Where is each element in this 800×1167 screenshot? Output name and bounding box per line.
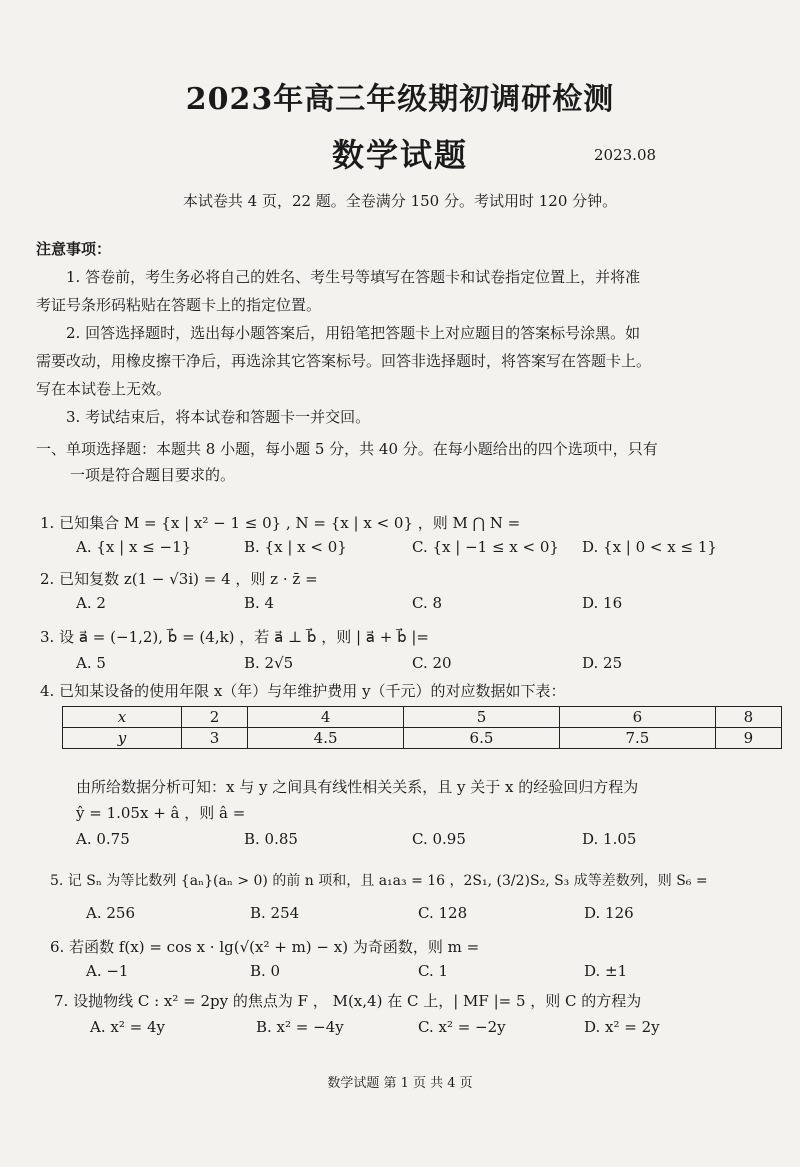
table-cell: 7.5 — [559, 728, 715, 749]
section-heading-cont: 一项是符合题目要求的。 — [70, 466, 236, 484]
question-stem: 2. 已知复数 z(1 − √3i) = 4 ，则 z · z̄ = — [40, 570, 318, 588]
question-option: D. {x | 0 < x ≤ 1} — [582, 538, 717, 556]
question-option: B. 4 — [244, 594, 275, 612]
question-text: ŷ = 1.05x + â ，则 â = — [76, 804, 246, 822]
question-option: B. 254 — [250, 904, 300, 922]
table-cell: 4 — [248, 707, 404, 728]
notice-line: 需要改动，用橡皮擦干净后，再选涂其它答案标号。回答非选择题时，将答案写在答题卡上。 — [36, 352, 652, 370]
question-option: C. x² = −2y — [418, 1018, 506, 1036]
notice-line: 写在本试卷上无效。 — [36, 380, 172, 398]
table-header-cell: y — [63, 728, 182, 749]
table-row — [63, 707, 782, 728]
table-cell: 6.5 — [404, 728, 560, 749]
question-option: B. x² = −4y — [256, 1018, 344, 1036]
table-cell: 2 — [182, 707, 248, 728]
question-option: A. −1 — [86, 962, 129, 980]
exam-title: 2023年高三年级期初调研检测 — [185, 82, 615, 117]
question-option: B. 0 — [250, 962, 281, 980]
question-stem: 6. 若函数 f(x) = cos x · lg(√(x² + m) − x) 为奇函数，则 m = — [50, 938, 480, 956]
question-option: C. 0.95 — [412, 830, 466, 848]
question-stem: 3. 设 a⃗ = (−1,2), b⃗ = (4,k) ，若 a⃗ ⊥ b⃗ ，则 | a⃗ + b⃗ |= — [40, 628, 429, 646]
page-footer: 数学试题 第 1 页 共 4 页 — [327, 1076, 473, 1091]
question-option: A. {x | x ≤ −1} — [76, 538, 192, 556]
question-option: A. 0.75 — [76, 830, 130, 848]
question-option: B. 0.85 — [244, 830, 298, 848]
question-stem: 1. 已知集合 M = {x | x² − 1 ≤ 0} , N = {x | x < 0} ，则 M ⋂ N = — [40, 514, 521, 532]
question-option: D. ±1 — [584, 962, 628, 980]
question-option: D. 1.05 — [582, 830, 637, 848]
question-option: D. x² = 2y — [584, 1018, 660, 1036]
question-option: C. 20 — [412, 654, 452, 672]
exam-intro: 本试卷共 4 页，22 题。全卷满分 150 分。考试用时 120 分钟。 — [182, 192, 618, 210]
exam-date: 2023.08 — [594, 146, 657, 164]
question-option: C. 128 — [418, 904, 468, 922]
data-table — [62, 706, 782, 749]
question-stem: 4. 已知某设备的使用年限 x（年）与年维护费用 y（千元）的对应数据如下表： — [40, 682, 566, 700]
question-option: D. 25 — [582, 654, 623, 672]
notice-line: 3. 考试结束后，将本试卷和答题卡一并交回。 — [66, 408, 371, 426]
notice-heading: 注意事项： — [36, 240, 112, 258]
question-option: A. 256 — [86, 904, 135, 922]
question-option: B. 2√5 — [244, 654, 294, 672]
table-cell: 3 — [182, 728, 248, 749]
question-text: 由所给数据分析可知：x 与 y 之间具有线性相关关系，且 y 关于 x 的经验回归方程为 — [76, 778, 639, 796]
table-row — [63, 728, 782, 749]
question-option: A. 5 — [76, 654, 106, 672]
question-stem: 7. 设抛物线 C : x² = 2py 的焦点为 F ， M(x,4) 在 C 上，| MF |= 5 ，则 C 的方程为 — [54, 992, 642, 1010]
question-option: C. 8 — [412, 594, 443, 612]
notice-line: 2. 回答选择题时，选出每小题答案后，用铅笔把答题卡上对应题目的答案标号涂黑。如 — [66, 324, 641, 342]
table-cell: 8 — [715, 707, 781, 728]
table-cell: 5 — [404, 707, 560, 728]
table-cell: 6 — [559, 707, 715, 728]
notice-line: 考证号条形码粘贴在答题卡上的指定位置。 — [36, 296, 322, 314]
question-option: A. x² = 4y — [90, 1018, 165, 1036]
question-option: D. 16 — [582, 594, 623, 612]
question-option: D. 126 — [584, 904, 634, 922]
table-header-cell: x — [63, 707, 182, 728]
question-option: C. 1 — [418, 962, 449, 980]
question-option: C. {x | −1 ≤ x < 0} — [412, 538, 559, 556]
exam-subtitle: 数学试题 — [331, 136, 468, 174]
notice-line: 1. 答卷前，考生务必将自己的姓名、考生号等填写在答题卡和试卷指定位置上，并将准 — [66, 268, 641, 286]
question-stem: 5. 记 Sₙ 为等比数列 {aₙ}(aₙ > 0) 的前 n 项和，且 a₁a₃ = 16 ，2S₁, (3/2)S₂, S₃ 成等差数列，则 S₆ = — [50, 873, 708, 889]
table-cell: 9 — [715, 728, 781, 749]
section-heading: 一、单项选择题：本题共 8 小题，每小题 5 分，共 40 分。在每小题给出的四个选项中，只有 — [36, 440, 658, 458]
question-option: B. {x | x < 0} — [244, 538, 347, 556]
question-option: A. 2 — [76, 594, 106, 612]
table-cell: 4.5 — [248, 728, 404, 749]
